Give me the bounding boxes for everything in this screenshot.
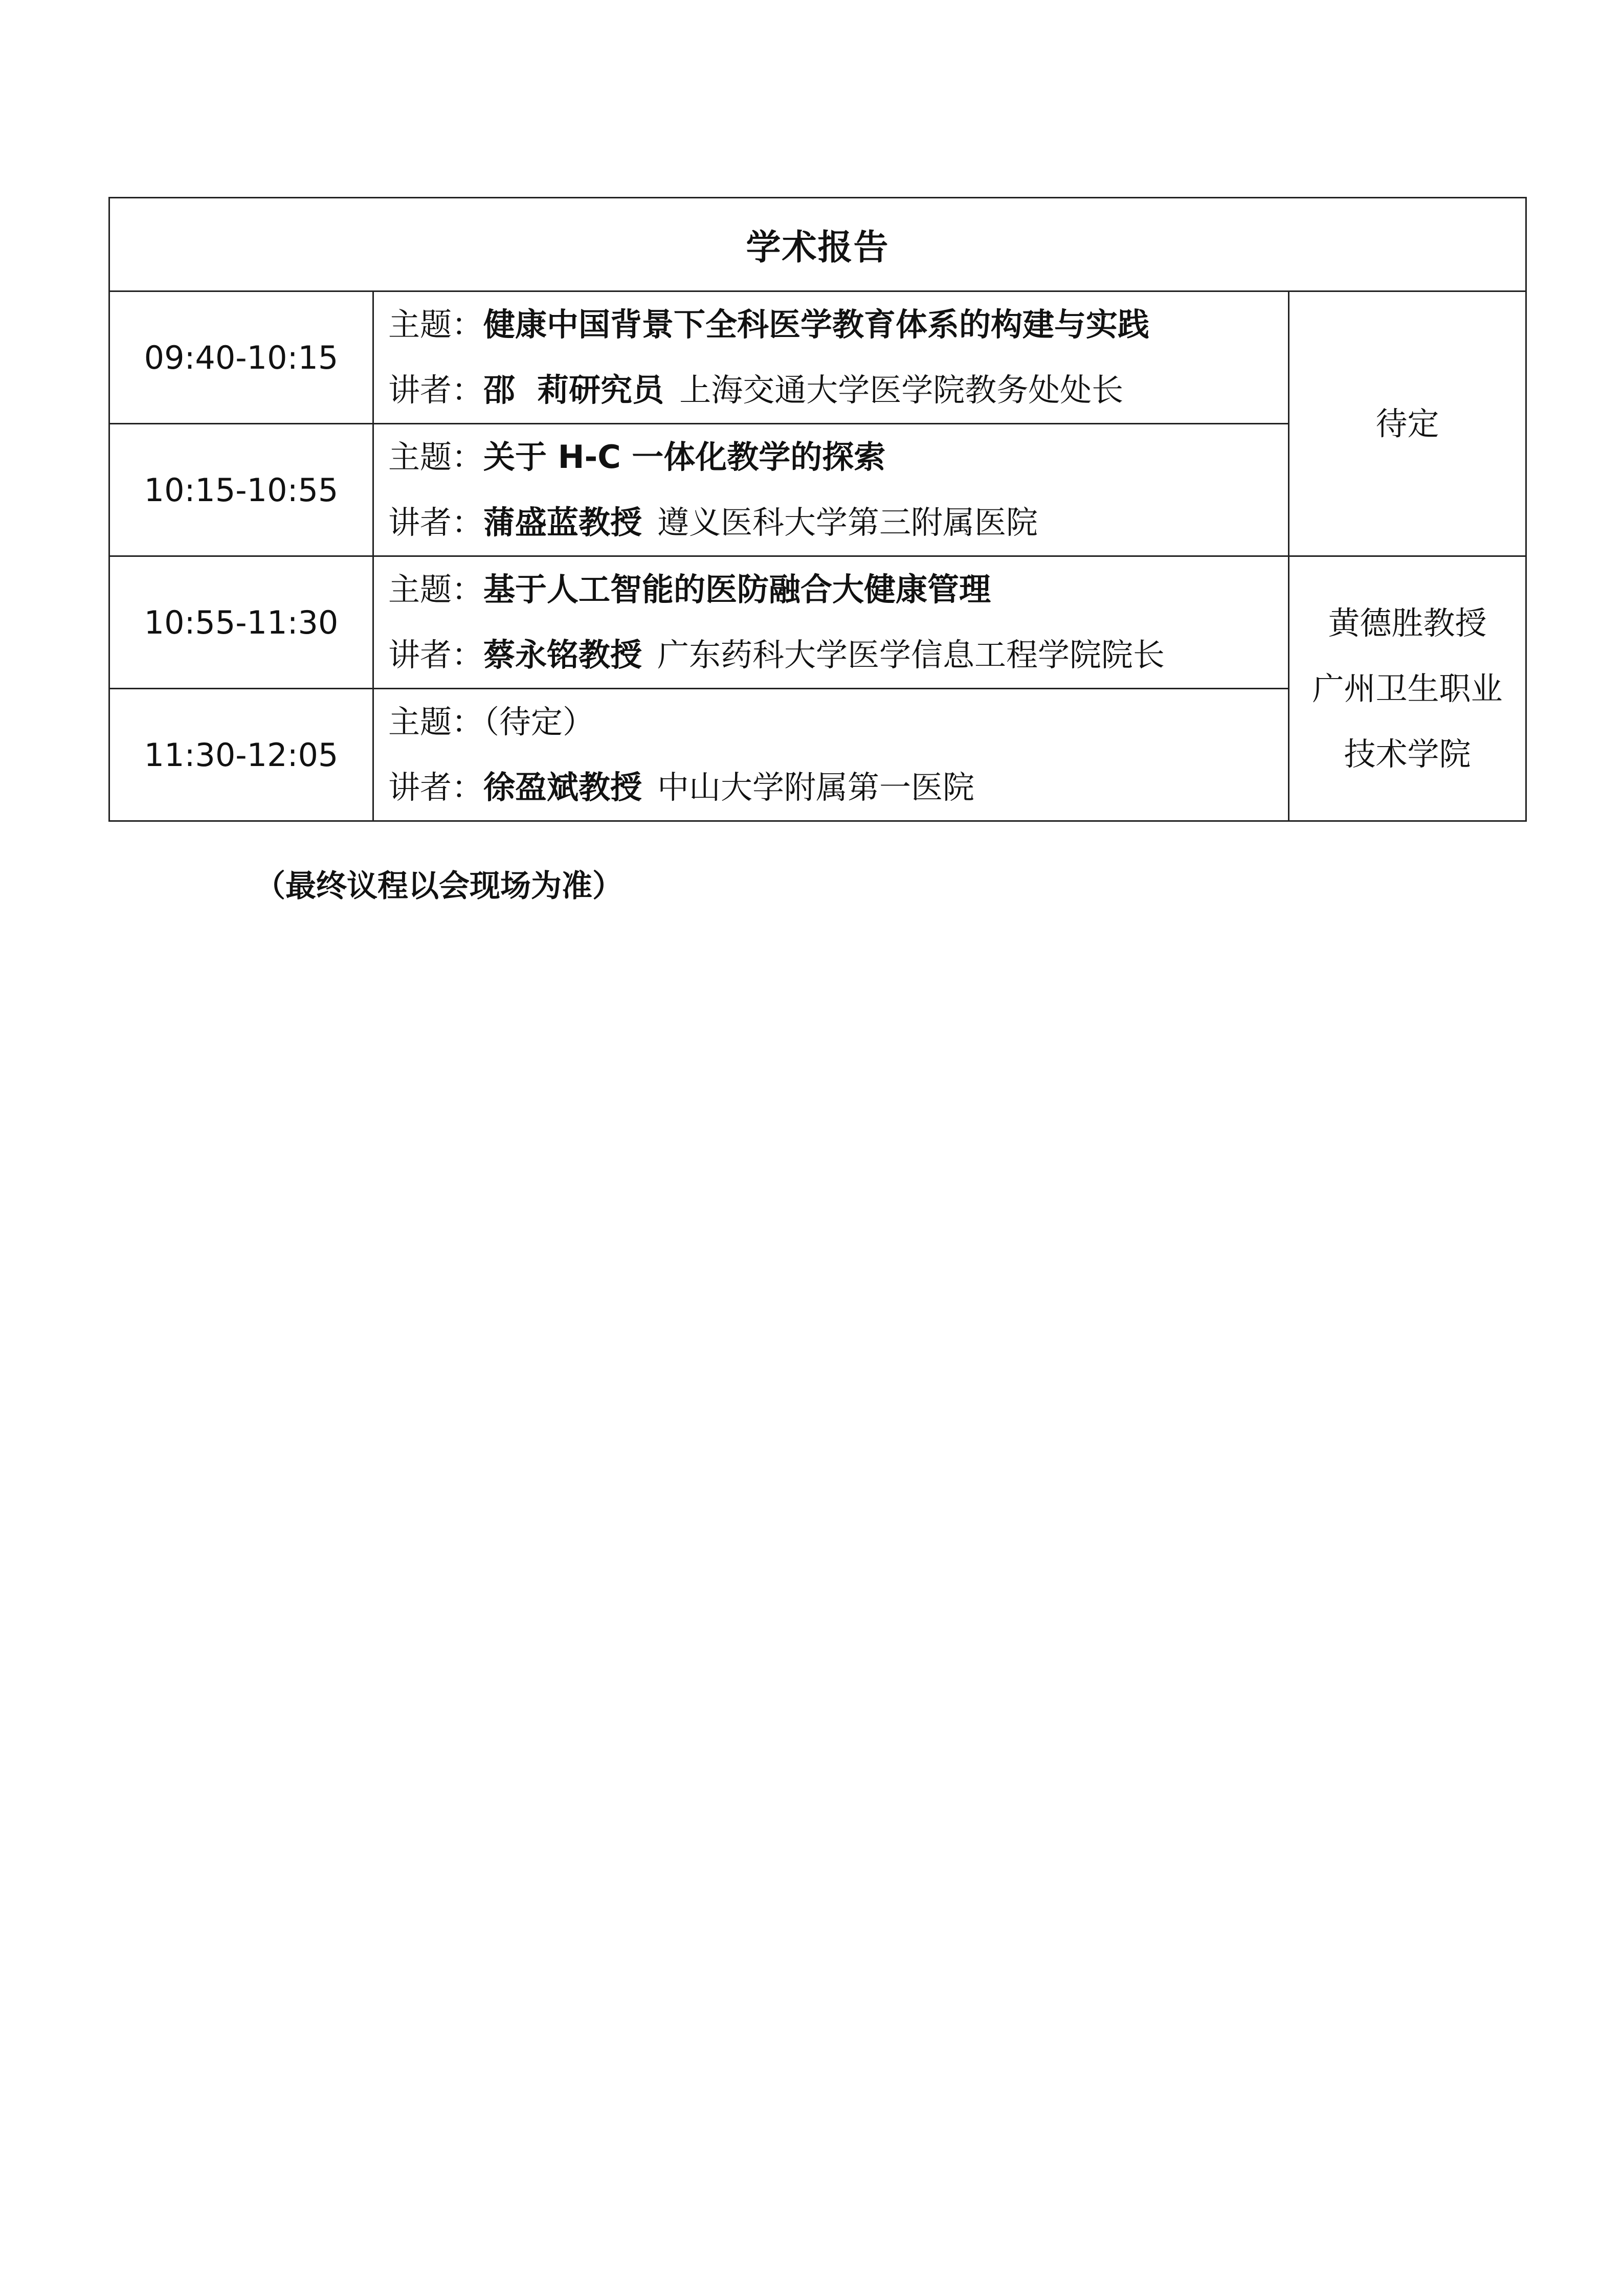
session-details (373, 556, 1289, 689)
topic-label: 主题： (388, 571, 484, 608)
speaker-name: 蒲盛蓝教授 (483, 504, 642, 541)
topic-line (388, 557, 1288, 622)
speaker-affiliation: 遵义医科大学第三附属医院 (657, 504, 1038, 541)
topic-line (388, 424, 1288, 490)
table-title: 学术报告 (109, 198, 1526, 291)
speaker-affiliation: 广东药科大学医学信息工程学院院长 (657, 636, 1165, 673)
host-affiliation: 技术学院 (1344, 735, 1471, 773)
speaker-label: 讲者： (388, 769, 484, 806)
host-text: 待定 (1375, 404, 1439, 442)
footnote: （最终议程以会现场为准） (255, 868, 623, 904)
speaker-affiliation: 上海交通大学医学院教务处处长 (679, 371, 1124, 409)
speaker-name: 邵 莉研究员 (483, 371, 664, 409)
host-cell (1289, 291, 1526, 556)
topic-text: 基于人工智能的医防融合大健康管理 (483, 571, 991, 608)
session-details (373, 689, 1289, 821)
speaker-label: 讲者： (388, 636, 484, 673)
topic-label: 主题： (388, 703, 484, 740)
speaker-line (388, 622, 1288, 688)
host-cell (1289, 556, 1526, 821)
topic-line (388, 292, 1288, 357)
speaker-name: 蔡永铭教授 (483, 636, 642, 673)
speaker-affiliation: 中山大学附属第一医院 (657, 769, 975, 806)
topic-text: 健康中国背景下全科医学教育体系的构建与实践 (483, 306, 1150, 343)
speaker-label: 讲者： (388, 504, 484, 541)
table-header-row (109, 198, 1526, 291)
topic-line (388, 689, 1288, 755)
speaker-label: 讲者： (388, 371, 484, 409)
speaker-line (388, 755, 1288, 820)
session-time: 10:55-11:30 (109, 556, 373, 689)
speaker-line (388, 357, 1288, 423)
speaker-line (388, 490, 1288, 555)
topic-label: 主题： (388, 306, 484, 343)
host-affiliation: 广州卫生职业 (1312, 669, 1503, 707)
table-row (109, 556, 1526, 689)
table-row (109, 291, 1526, 424)
session-time: 09:40-10:15 (109, 291, 373, 424)
topic-label: 主题： (388, 438, 484, 476)
session-details (373, 424, 1289, 556)
topic-text: 关于 H-C 一体化教学的探索 (483, 438, 886, 476)
session-time: 10:15-10:55 (109, 424, 373, 556)
session-details (373, 291, 1289, 424)
session-time: 11:30-12:05 (109, 689, 373, 821)
speaker-name: 徐盈斌教授 (483, 769, 642, 806)
host-name: 黄德胜教授 (1328, 604, 1487, 642)
agenda-table (108, 197, 1527, 822)
topic-text: （待定） (483, 703, 595, 740)
